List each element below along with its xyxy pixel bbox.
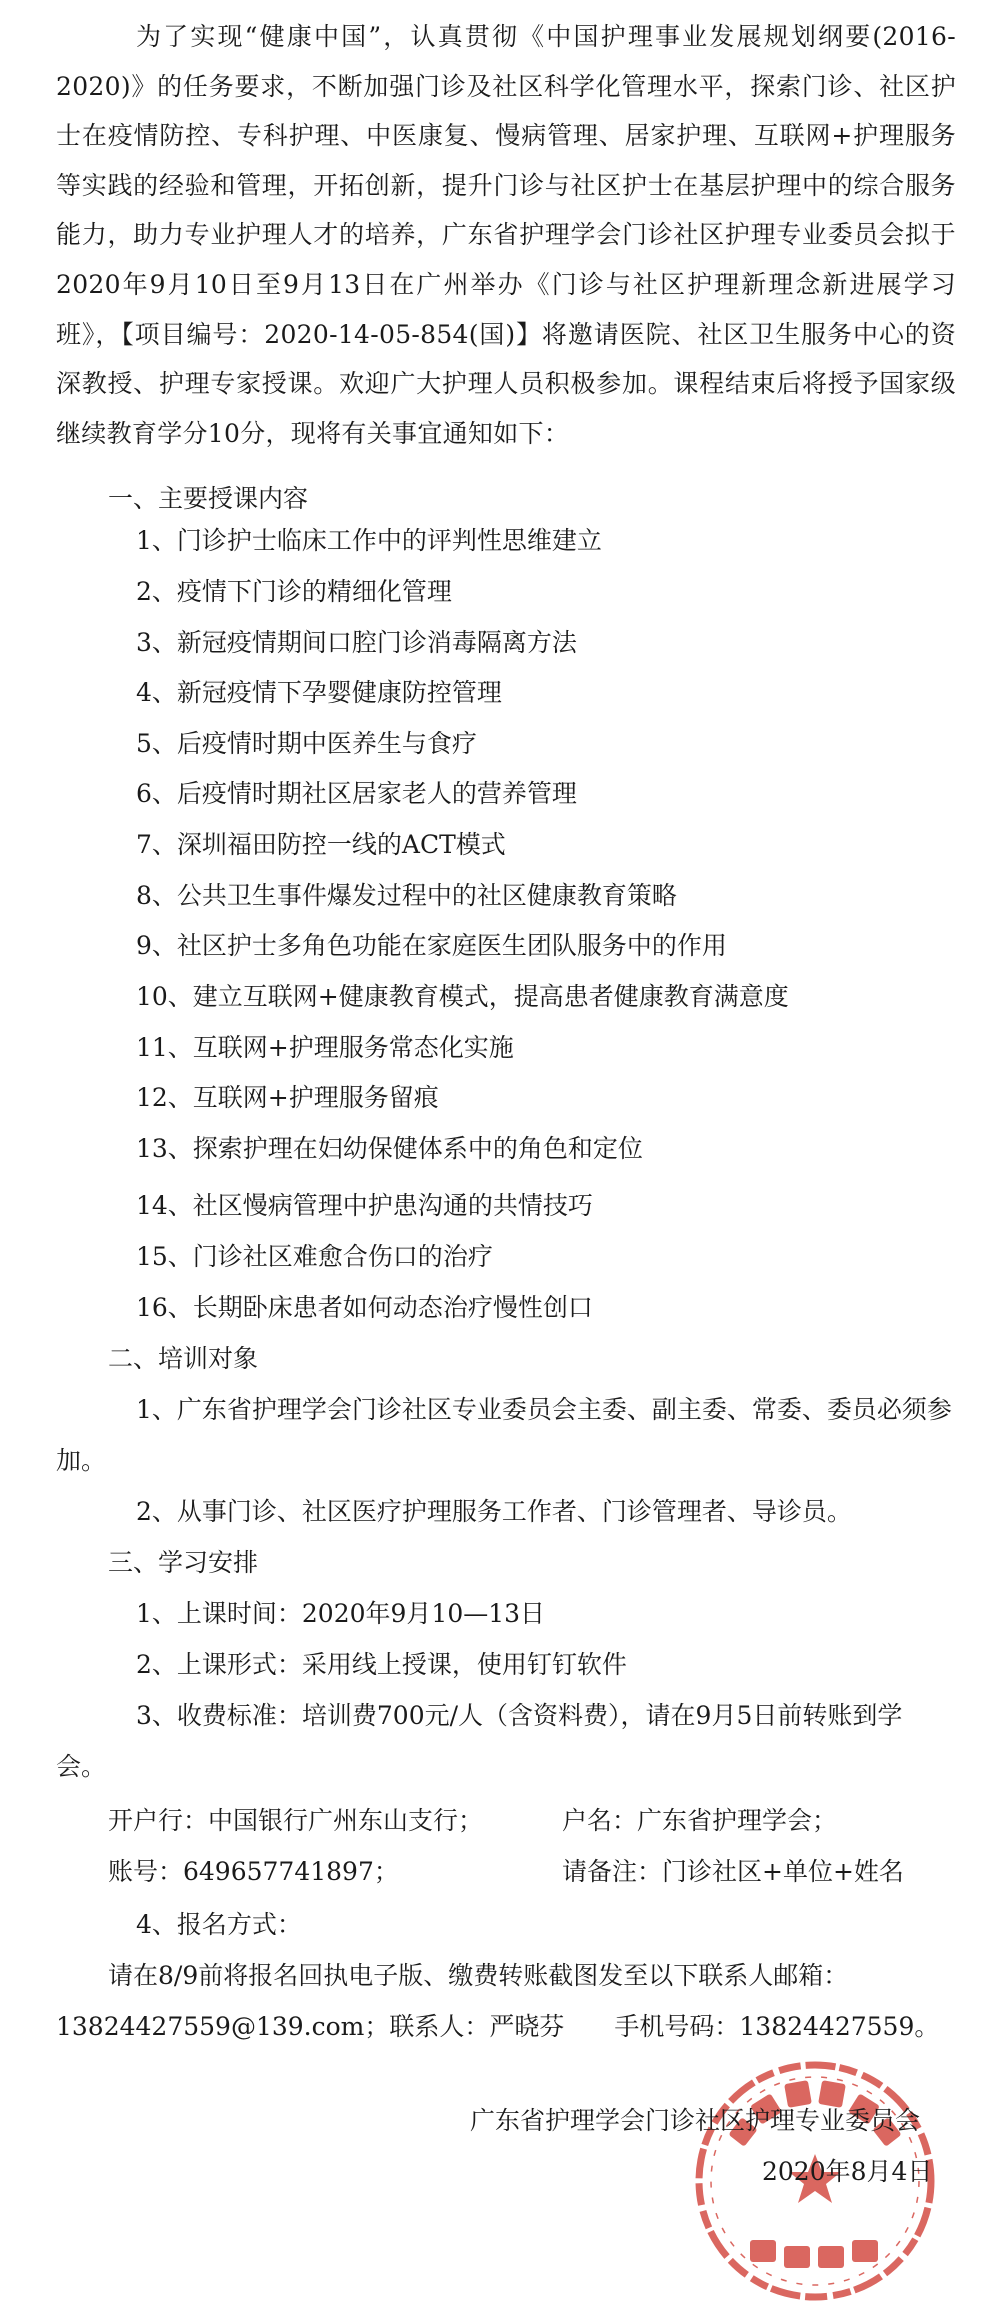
list-item: 1、门诊护士临床工作中的评判性思维建立 <box>136 526 602 555</box>
issuing-organization: 广东省护理学会门诊社区护理专业委员会 <box>470 2106 921 2135</box>
contact-info: 13824427559@139.com；联系人：严晓芬 手机号码：13824427559。 <box>56 2012 940 2041</box>
list-item: 15、门诊社区难愈合伤口的治疗 <box>136 1242 493 1271</box>
list-item: 4、新冠疫情下孕婴健康防控管理 <box>136 678 502 707</box>
list-item: 14、社区慢病管理中护患沟通的共情技巧 <box>136 1191 593 1220</box>
bank-name: 开户行：中国银行广州东山支行； <box>108 1806 484 1835</box>
intro-paragraph: 为了实现“健康中国”，认真贯彻《中国护理事业发展规划纲要(2016-2020)》的任务要求，不断加强门诊及社区科学化管理水平，探索门诊、社区护士在疫情防控、专科护理、中医康复、慢病管理、居家护理、互联网+护理服务等实践的经验和管理，开拓创新，提升门诊与社区护士在基层护理中的综合服务能力，助力专业护理人才的培养，广东省护理学会门诊社区护理专业委员会拟于2020年9月10日至9月13日在广州举办《门诊与社区护理新理念新进展学习班》，【项目编号：2020-14-05-854(国)】将邀请医院、社区卫生服务中心的资深教授、护理专家授课。欢迎广大护理人员积极参加。课程结束后将授予国家级继续教育学分10分，现将有关事宜通知如下： <box>56 22 956 448</box>
fee-standard: 3、收费标准：培训费700元/人（含资料费），请在9月5日前转账到学 <box>136 1701 903 1730</box>
account-number: 账号：649657741897； <box>108 1857 399 1886</box>
class-format: 2、上课形式：采用线上授课，使用钉钉软件 <box>136 1650 627 1679</box>
signup-method: 4、报名方式： <box>136 1910 302 1939</box>
payment-remark: 请备注：门诊社区+单位+姓名 <box>562 1857 904 1886</box>
list-item: 10、建立互联网+健康教育模式，提高患者健康教育满意度 <box>136 982 789 1011</box>
section2-heading: 二、培训对象 <box>108 1344 259 1373</box>
audience-item-2: 2、从事门诊、社区医疗护理服务工作者、门诊管理者、导诊员。 <box>136 1497 852 1526</box>
list-item: 7、深圳福田防控一线的ACT模式 <box>136 830 506 859</box>
issue-date: 2020年8月4日 <box>762 2157 933 2186</box>
fee-standard-cont: 会。 <box>56 1752 107 1781</box>
class-time: 1、上课时间：2020年9月10—13日 <box>136 1599 546 1628</box>
list-item: 11、互联网+护理服务常态化实施 <box>136 1033 514 1062</box>
list-item: 8、公共卫生事件爆发过程中的社区健康教育策略 <box>136 881 677 910</box>
list-item: 16、长期卧床患者如何动态治疗慢性创口 <box>136 1293 593 1322</box>
list-item: 3、新冠疫情期间口腔门诊消毒隔离方法 <box>136 628 577 657</box>
list-item: 5、后疫情时期中医养生与食疗 <box>136 729 477 758</box>
list-item: 6、后疫情时期社区居家老人的营养管理 <box>136 779 577 808</box>
list-item: 13、探索护理在妇幼保健体系中的角色和定位 <box>136 1134 643 1163</box>
audience-item-1-cont: 加。 <box>56 1446 107 1475</box>
account-name: 户名：广东省护理学会； <box>562 1806 838 1835</box>
section1-heading: 一、主要授课内容 <box>108 484 309 513</box>
list-item: 9、社区护士多角色功能在家庭医生团队服务中的作用 <box>136 931 727 960</box>
list-item: 2、疫情下门诊的精细化管理 <box>136 577 452 606</box>
list-item: 12、互联网+护理服务留痕 <box>136 1083 439 1112</box>
signup-instructions: 请在8/9前将报名回执电子版、缴费转账截图发至以下联系人邮箱： <box>108 1961 849 1990</box>
section3-heading: 三、学习安排 <box>108 1548 259 1577</box>
audience-item-1: 1、广东省护理学会门诊社区专业委员会主委、副主委、常委、委员必须参 <box>136 1395 952 1424</box>
